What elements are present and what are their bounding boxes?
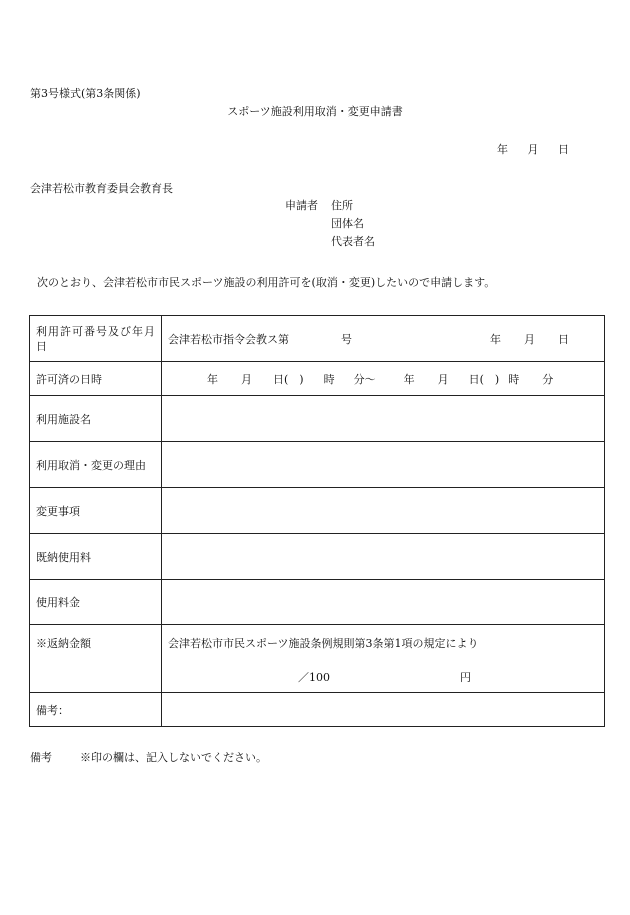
permit-day-label: 日 <box>558 332 569 346</box>
representative-label: 代表者名 <box>331 235 375 248</box>
permit-number-suffix: 号 <box>341 332 352 346</box>
applicant-label: 申請者 <box>285 199 318 212</box>
dt-minute2-label: 分 <box>542 372 554 386</box>
table-row <box>30 488 605 534</box>
dt-hour2-label: 時 <box>508 372 520 386</box>
table-row <box>30 396 605 442</box>
applicant-block <box>285 198 375 252</box>
refund-amount-label: ※返納金額 <box>30 625 162 693</box>
refund-rule-text: 会津若松市市民スポーツ施設条例規則第3条第1項の規定により <box>168 637 479 650</box>
dt-hour-label: 時 <box>323 372 335 386</box>
dt-day-label: 日( ) <box>273 372 304 386</box>
dt-month-label: 月 <box>241 372 252 386</box>
table-row <box>30 580 605 625</box>
table-row <box>30 625 605 693</box>
changes-cell[interactable] <box>162 488 605 534</box>
reason-cell[interactable] <box>162 442 605 488</box>
table-remarks-label: 備考： <box>30 693 162 727</box>
facility-name-label: 利用施設名 <box>30 396 162 442</box>
table-row <box>30 362 605 396</box>
dt-minute-from-label: 分～ <box>353 372 376 386</box>
group-name-label: 団体名 <box>331 217 364 230</box>
paid-fee-cell[interactable] <box>162 534 605 580</box>
table-remarks-cell[interactable] <box>162 693 605 727</box>
dt-day2-label: 日( ) <box>468 372 500 386</box>
refund-ratio: ／100 <box>298 671 330 684</box>
date-month-label: 月 <box>527 143 539 156</box>
footer-remarks <box>30 749 267 765</box>
application-form-table <box>29 315 605 727</box>
usage-fee-label: 使用料金 <box>30 580 162 625</box>
dt-year2-label: 年 <box>403 372 415 386</box>
application-date <box>497 141 569 157</box>
date-year-label: 年 <box>497 143 508 156</box>
footer-remarks-text: ※印の欄は、記入しないでください。 <box>80 751 267 764</box>
addressee: 会津若松市教育委員会教育長 <box>30 182 173 195</box>
document-title: スポーツ施設利用取消・変更申請書 <box>227 105 403 118</box>
reason-label: 利用取消・変更の理由 <box>30 442 162 488</box>
permit-number-header <box>30 316 162 362</box>
table-row <box>30 693 605 727</box>
table-row <box>30 534 605 580</box>
permit-number-cell[interactable] <box>162 316 605 362</box>
application-statement: 次のとおり、会津若松市市民スポーツ施設の利用許可を(取消・変更)したいので申請します。 <box>37 276 496 289</box>
refund-yen-label: 円 <box>460 671 471 684</box>
permit-month-label: 月 <box>524 332 535 346</box>
date-day-label: 日 <box>558 143 569 156</box>
address-label: 住所 <box>331 199 353 212</box>
paid-fee-label: 既納使用料 <box>30 534 162 580</box>
facility-name-cell[interactable] <box>162 396 605 442</box>
footer-remarks-label: 備考 <box>30 751 52 764</box>
permit-number-label: 利用許可番号及び年月日 <box>36 324 155 353</box>
usage-fee-cell[interactable] <box>162 580 605 625</box>
table-row <box>30 442 605 488</box>
permit-year-label: 年 <box>490 332 501 346</box>
dt-month2-label: 月 <box>437 372 449 386</box>
permit-number-prefix: 会津若松市指令会教ス第 <box>168 332 289 346</box>
changes-label: 変更事項 <box>30 488 162 534</box>
refund-amount-cell <box>162 625 605 693</box>
permitted-datetime-label: 許可済の日時 <box>30 362 162 396</box>
table-row <box>30 316 605 362</box>
permitted-datetime-cell[interactable] <box>162 362 605 396</box>
form-number: 第3号様式(第3条関係) <box>30 87 141 100</box>
dt-year-label: 年 <box>207 372 218 386</box>
